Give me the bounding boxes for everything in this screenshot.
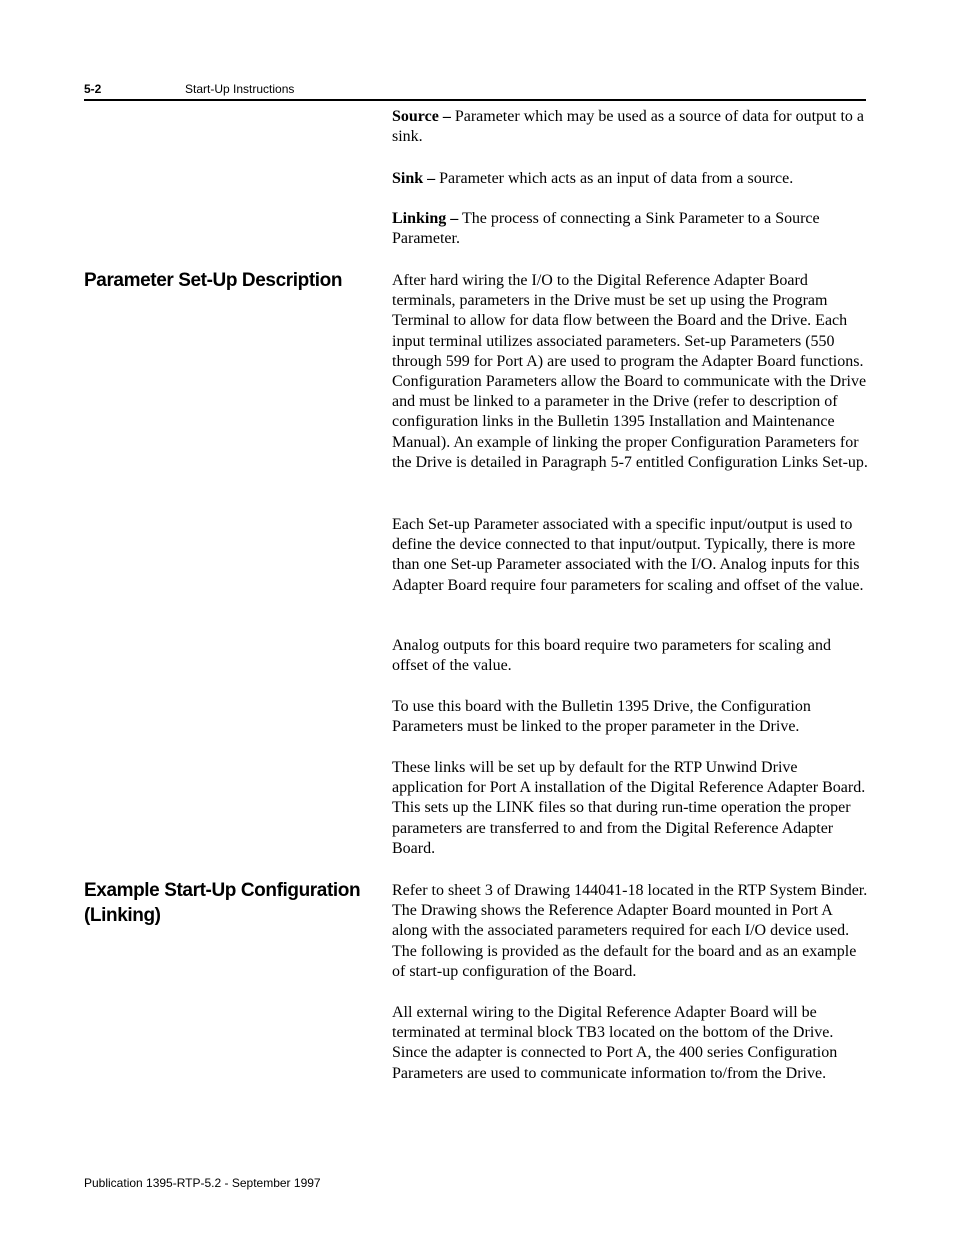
- publication-footer: Publication 1395-RTP-5.2 - September 1997: [84, 1176, 321, 1190]
- definition-sink: [392, 169, 868, 189]
- body-paragraph: After hard wiring the I/O to the Digital Reference Adapter Board terminals, parameters in the Drive must be set up using the Program Terminal to allow for data flow between the Board and the Drive. Each input terminal utilizes associated parameters. Set-up Parameters (550 through 599 for Port A) are used to program the Adapter Board functions. Configuration Parameters allow the Board to communicate with the Drive and must be linked to a parameter in the Drive (refer to description of configuration links in the Bulletin 1395 Installation and Maintenance Manual). An example of linking the proper Configuration Parameters for the Drive is detailed in Paragraph 5-7 entitled Configuration Links Set-up.: [392, 272, 868, 471]
- section-title: Start-Up Instructions: [185, 82, 295, 96]
- definition-term: Sink –: [392, 170, 436, 187]
- body-paragraph: These links will be set up by default for the RTP Unwind Drive application for Port A installation of the Digital Reference Adapter Board. This sets up the LINK files so that during run-time operation the proper parameters are transferred to and from the Digital Reference Adapter Board.: [392, 759, 866, 857]
- body-paragraph: Each Set-up Parameter associated with a specific input/output is used to define the device connected to that input/output. Typically, there is more than one Set-up Parameter associated with the I/O. Analog inputs for this Adapter Board require four parameters for scaling and offset of the value.: [392, 516, 864, 594]
- section-heading-example-startup: [84, 878, 374, 928]
- section-heading-line: (Linking): [84, 905, 161, 926]
- section-heading-parameter-setup: Parameter Set-Up Description: [84, 270, 343, 291]
- body-paragraph: Refer to sheet 3 of Drawing 144041-18 located in the RTP System Binder. The Drawing shows the Reference Adapter Board mounted in Port A along with the associated parameters required for each I/O device used. The following is provided as the default for the board and as an example of start-up configuration of the Board.: [392, 882, 868, 980]
- section-heading-line: Example Start-Up Configuration: [84, 880, 361, 901]
- definition-text: Parameter which may be used as a source of data for output to a sink.: [392, 108, 864, 146]
- body-paragraph: To use this board with the Bulletin 1395 Drive, the Configuration Parameters must be linked to the proper parameter in the Drive.: [392, 698, 811, 736]
- definition-text: Parameter which acts as an input of data from a source.: [435, 170, 794, 187]
- definition-text: The process of connecting a Sink Parameter to a Source Parameter.: [392, 210, 820, 248]
- definition-term: Linking –: [392, 210, 459, 227]
- definition-linking: [392, 209, 868, 249]
- body-paragraph: All external wiring to the Digital Reference Adapter Board will be terminated at terminal block TB3 located on the bottom of the Drive. Since the adapter is connected to Port A, the 400 series Configuration Parameters are used to communicate information to/from the Drive.: [392, 1004, 838, 1082]
- body-paragraph: Analog outputs for this board require two parameters for scaling and offset of the value.: [392, 637, 831, 675]
- definition-source: [392, 107, 868, 147]
- definition-term: Source –: [392, 108, 451, 125]
- page-header: [84, 81, 866, 101]
- page-number: 5-2: [84, 82, 102, 96]
